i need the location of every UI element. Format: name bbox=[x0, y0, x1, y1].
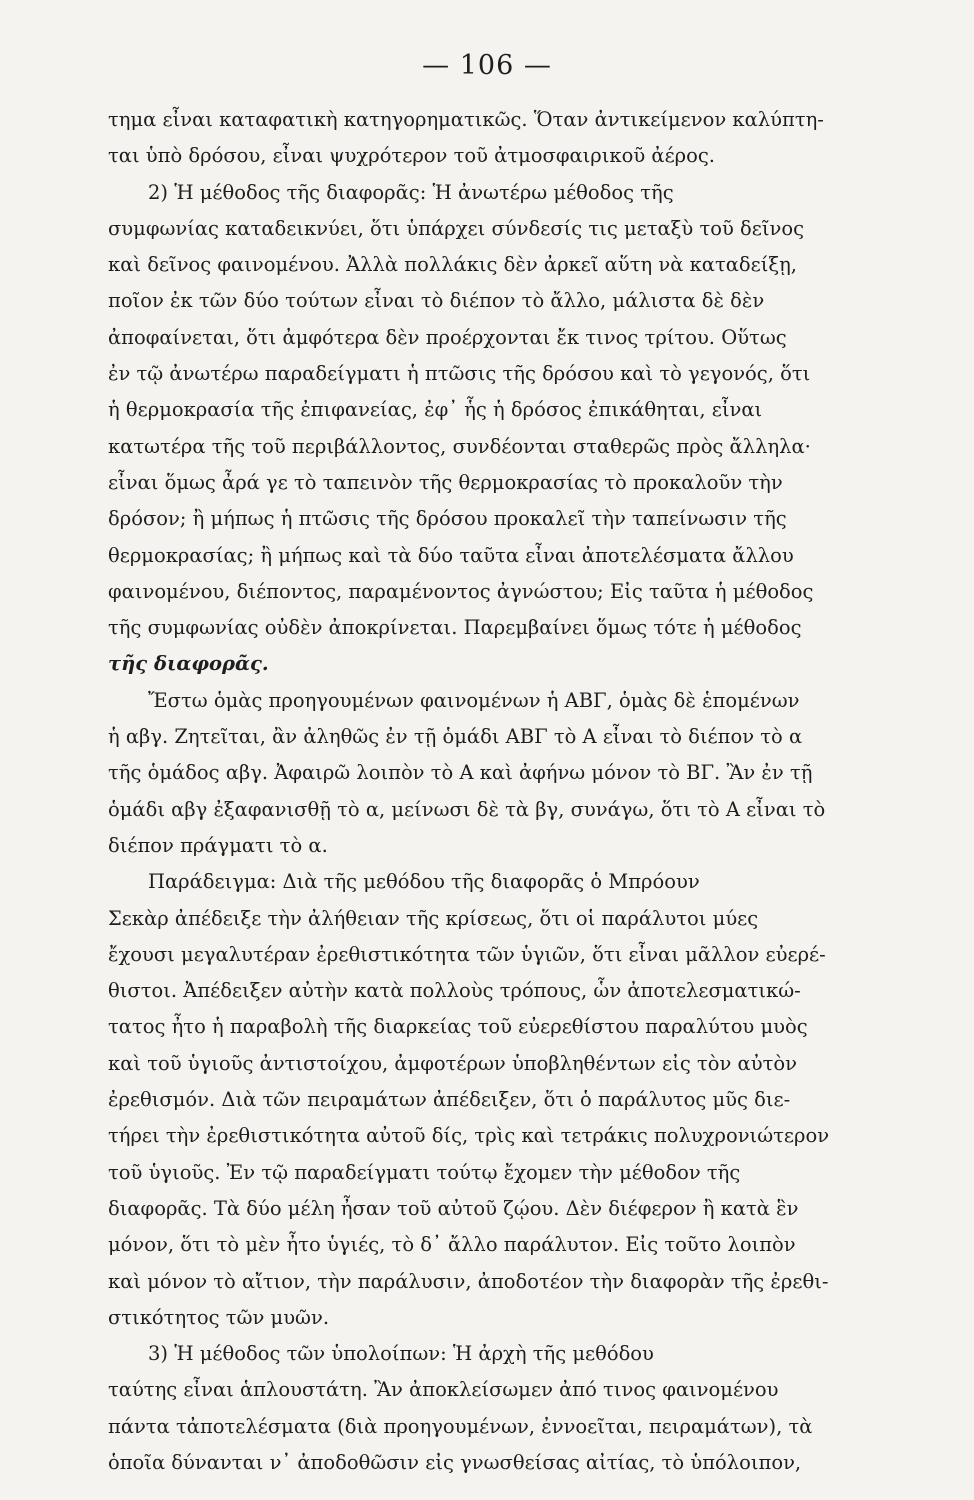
text-line: ταύτης εἶναι ἁπλουστάτη. Ἂν ἀποκλείσωμεν ἀπό τινος φαινομένου bbox=[108, 1378, 779, 1402]
text-line: θερμοκρασίας; ἢ μήπως καὶ τὰ δύο ταῦτα εἶναι ἀποτελέσματα ἄλλου bbox=[108, 543, 794, 567]
text-line: στικότητος τῶν μυῶν. bbox=[108, 1305, 330, 1329]
text-line: ἡ θερμοκρασία τῆς ἐπιφανείας, ἐφ᾽ ἧς ἡ δρόσος ἐπικάθηται, εἶναι bbox=[108, 398, 763, 422]
text-line: ται ὑπὸ δρόσου, εἶναι ψυχρότερον τοῦ ἀτμοσφαιρικοῦ ἀέρος. bbox=[108, 144, 715, 168]
text-line: ἐρεθισμόν. Διὰ τῶν πειραμάτων ἀπέδειξεν, ὅτι ὁ παράλυτος μῦς διε- bbox=[108, 1088, 791, 1112]
text-line: 2) Ἡ μέθοδος τῆς διαφορᾶς: Ἡ ἀνωτέρω μέθοδος τῆς bbox=[148, 180, 674, 204]
text-line: τῆς συμφωνίας οὐδὲν ἀποκρίνεται. Παρεμβαίνει ὅμως τότε ἡ μέθοδος bbox=[108, 616, 802, 640]
text-line: ἀποφαίνεται, ὅτι ἀμφότερα δὲν προέρχονται ἔκ τινος τρίτου. Οὕτως bbox=[108, 325, 787, 349]
text-line: 3) Ἡ μέθοδος τῶν ὑπολοίπων: Ἡ ἀρχὴ τῆς μεθόδου bbox=[148, 1342, 654, 1366]
text-line: Σεκὰρ ἀπέδειξε τὴν ἀλήθειαν τῆς κρίσεως, ὅτι οἱ παράλυτοι μύες bbox=[108, 906, 759, 930]
text-line: τατος ἦτο ἡ παραβολὴ τῆς διαρκείας τοῦ εὐερεθίστου παραλύτου μυὸς bbox=[108, 1015, 808, 1039]
text-line: μόνον, ὅτι τὸ μὲν ἦτο ὑγιές, τὸ δ᾽ ἄλλο παράλυτον. Εἰς τοῦτο λοιπὸν bbox=[108, 1233, 796, 1257]
text-line: διέπον πράγματι τὸ α. bbox=[108, 833, 328, 857]
text-line: τῆς ὁμάδος αβγ. Ἀφαιρῶ λοιπὸν τὸ Α καὶ ἀφήνω μόνον τὸ ΒΓ. Ἂν ἐν τῇ bbox=[108, 761, 813, 785]
text-line: ποῖον ἐκ τῶν δύο τούτων εἶναι τὸ διέπον τὸ ἄλλο, μάλιστα δὲ δὲν bbox=[108, 289, 765, 313]
text-line: Παράδειγμα: Διὰ τῆς μεθόδου τῆς διαφορᾶς ὁ Μπρόουν bbox=[148, 870, 700, 894]
text-line: τῆς διαφορᾶς. bbox=[108, 652, 269, 676]
text-line: θιστοι. Ἀπέδειξεν αὐτὴν κατὰ πολλοὺς τρόπους, ὧν ἀποτελεσματικώ- bbox=[108, 979, 801, 1003]
text-line: εἶναι ὅμως ἆρά γε τὸ ταπεινὸν τῆς θερμοκρασίας τὸ προκαλοῦν τὴν bbox=[108, 470, 783, 494]
text-line: Ἔστω ὁμὰς προηγουμένων φαινομένων ἡ ΑΒΓ, ὁμὰς δὲ ἑπομένων bbox=[148, 688, 800, 712]
text-line: καὶ τοῦ ὑγιοῦς ἀντιστοίχου, ἀμφοτέρων ὑποβληθέντων εἰς τὸν αὐτὸν bbox=[108, 1051, 797, 1075]
text-line: τημα εἶναι καταφατικὴ κατηγορηματικῶς. Ὅταν ἀντικείμενον καλύπτη- bbox=[108, 108, 824, 131]
text-line: καὶ μόνον τὸ αἴτιον, τὴν παράλυσιν, ἀποδοτέον τὴν διαφορὰν τῆς ἐρεθι- bbox=[108, 1269, 829, 1293]
page-number: — 106 — bbox=[422, 50, 552, 81]
text-line: ὁποῖα δύνανται ν᾽ ἀποδοθῶσιν εἰς γνωσθείσας αἰτίας, τὸ ὑπόλοιπον, bbox=[108, 1450, 802, 1474]
body-text bbox=[108, 102, 908, 1481]
text-line: καὶ δεῖνος φαινομένου. Ἀλλὰ πολλάκις δὲν ἀρκεῖ αὕτη νὰ καταδείξῃ, bbox=[108, 253, 798, 277]
text-line: διαφορᾶς. Τὰ δύο μέλη ἦσαν τοῦ αὐτοῦ ζῴου. Δὲν διέφερον ἢ κατὰ ἓν bbox=[108, 1196, 799, 1220]
text-line: πάντα τἀποτελέσματα (διὰ προηγουμένων, ἐννοεῖται, πειραμάτων), τὰ bbox=[108, 1414, 813, 1438]
text-line: ἐν τῷ ἀνωτέρω παραδείγματι ἡ πτῶσις τῆς δρόσου καὶ τὸ γεγονός, ὅτι bbox=[108, 362, 811, 386]
text-line: κατωτέρα τῆς τοῦ περιβάλλοντος, συνδέονται σταθερῶς πρὸς ἄλληλα· bbox=[108, 434, 811, 458]
text-line: συμφωνίας καταδεικνύει, ὅτι ὑπάρχει σύνδεσίς τις μεταξὺ τοῦ δεῖνος bbox=[108, 216, 805, 240]
text-line: φαινομένου, διέποντος, παραμένοντος ἀγνώστου; Εἰς ταῦτα ἡ μέθοδος bbox=[108, 579, 814, 603]
text-line: δρόσον; ἢ μήπως ἡ πτῶσις τῆς δρόσου προκαλεῖ τὴν ταπείνωσιν τῆς bbox=[108, 507, 787, 531]
text-line: ἔχουσι μεγαλυτέραν ἐρεθιστικότητα τῶν ὑγιῶν, ὅτι εἶναι μᾶλλον εὐερέ- bbox=[108, 942, 826, 966]
text-line: τήρει τὴν ἐρεθιστικότητα αὐτοῦ δίς, τρὶς καὶ τετράκις πολυχρονιώτερον bbox=[108, 1124, 830, 1148]
text-line: τοῦ ὑγιοῦς. Ἐν τῷ παραδείγματι τούτῳ ἔχομεν τὴν μέθοδον τῆς bbox=[108, 1160, 741, 1184]
text-line: ὁμάδι αβγ ἐξαφανισθῇ τὸ α, μείνωσι δὲ τὰ βγ, συνάγω, ὅτι τὸ Α εἶναι τὸ bbox=[108, 797, 826, 821]
text-line: ἡ αβγ. Ζητεῖται, ἂν ἀληθῶς ἐν τῇ ὁμάδι ΑΒΓ τὸ Α εἶναι τὸ διέπον τὸ α bbox=[108, 725, 803, 749]
